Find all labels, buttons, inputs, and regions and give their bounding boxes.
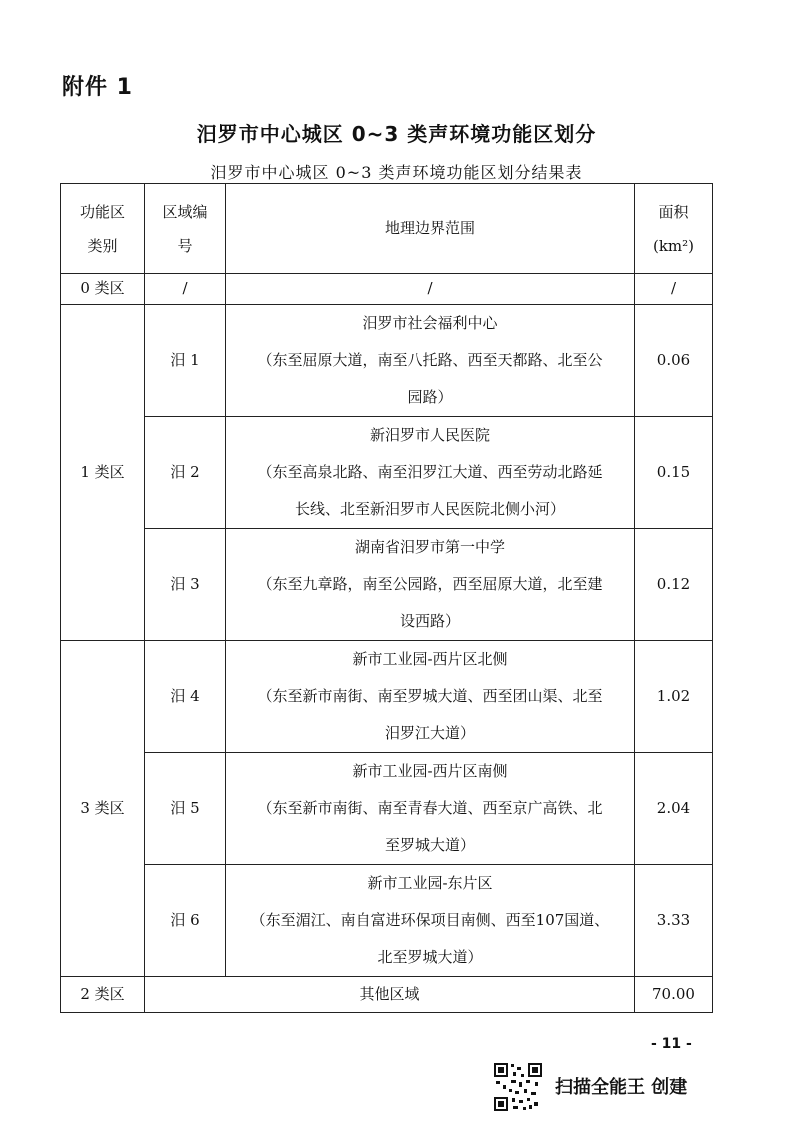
document-title: 汨罗市中心城区 0~3 类声环境功能区划分: [196, 122, 597, 146]
zone-description: 新市工业园-东片区 （东至湄江、南自富进环保项目南侧、西至107国道、 北至罗城大道）: [226, 865, 635, 977]
class1-category: 1 类区: [61, 305, 145, 641]
header-zone-no: 区域编 号: [145, 184, 226, 274]
zone-description: 新市工业园-西片区北侧 （东至新市南街、南至罗城大道、西至团山渠、北至 汨罗江大道）: [226, 641, 635, 753]
table-row: [61, 417, 713, 529]
zone-description: 汨罗市社会福利中心 （东至屈原大道，南至八托路、西至天都路、北至公 园路）: [226, 305, 635, 417]
table-caption: 汨罗市中心城区 0~3 类声环境功能区划分结果表: [210, 163, 583, 182]
zone-description: 湖南省汨罗市第一中学 （东至九章路，南至公园路，西至屈原大道，北至建 设西路）: [226, 529, 635, 641]
header-area: 面积 (km²): [635, 184, 713, 274]
table-row: [61, 305, 713, 417]
table-row: [61, 977, 713, 1013]
scanner-watermark: 扫描全能王 创建: [555, 1077, 688, 1098]
zone-area: 0.06: [635, 305, 713, 417]
header-category: 功能区 类别: [61, 184, 145, 274]
zone-description: 新市工业园-西片区南侧 （东至新市南街、南至青春大道、西至京广高铁、北 至罗城大道）: [226, 753, 635, 865]
class2-boundary: 其他区域: [145, 977, 635, 1013]
zone-area: 1.02: [635, 641, 713, 753]
class3-category: 3 类区: [61, 641, 145, 977]
table-header-row: [61, 184, 713, 274]
zone-no: 汨 5: [145, 753, 226, 865]
zone-area: 0.15: [635, 417, 713, 529]
zone-description: 新汨罗市人民医院 （东至高泉北路、南至汨罗江大道、西至劳动北路延 长线、北至新汨罗市人民医院北侧小河）: [226, 417, 635, 529]
zone-area: 3.33: [635, 865, 713, 977]
zone-area: 0.12: [635, 529, 713, 641]
zone-no: 汨 2: [145, 417, 226, 529]
zone-no: 汨 1: [145, 305, 226, 417]
table-row: [61, 865, 713, 977]
class2-category: 2 类区: [61, 977, 145, 1013]
class0-boundary: /: [226, 274, 635, 305]
table-row: [61, 274, 713, 305]
qr-code-icon: [493, 1062, 543, 1112]
class2-area: 70.00: [635, 977, 713, 1013]
class0-zone-no: /: [145, 274, 226, 305]
page-number: - 11 -: [651, 1036, 692, 1052]
table-row: [61, 641, 713, 753]
class0-category: 0 类区: [61, 274, 145, 305]
zone-no: 汨 6: [145, 865, 226, 977]
zone-no: 汨 4: [145, 641, 226, 753]
zone-table: [60, 183, 713, 1013]
table-row: [61, 753, 713, 865]
attachment-label: 附件 1: [62, 75, 133, 100]
class0-area: /: [635, 274, 713, 305]
header-boundary: 地理边界范围: [226, 184, 635, 274]
zone-area: 2.04: [635, 753, 713, 865]
table-row: [61, 529, 713, 641]
zone-no: 汨 3: [145, 529, 226, 641]
